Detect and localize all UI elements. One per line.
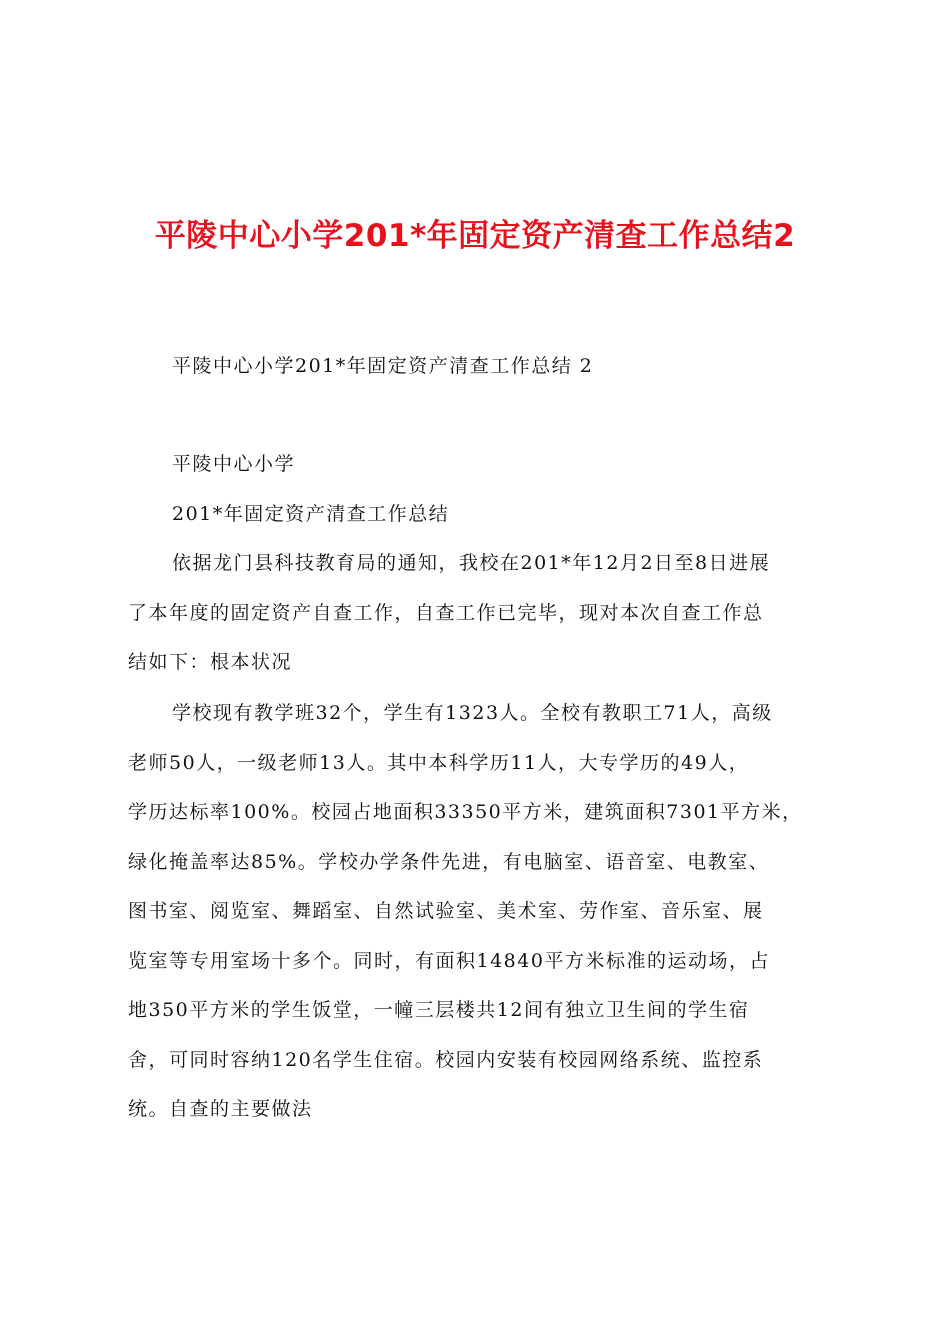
paragraph-line: 学校现有教学班32个，学生有1323人。全校有教职工71人，高级 <box>172 702 773 724</box>
page-title: 平陵中心小学201*年固定资产清查工作总结2 <box>154 218 796 254</box>
subtitle-line: 平陵中心小学201*年固定资产清查工作总结 2 <box>172 355 594 377</box>
status-paragraph <box>128 689 830 1135</box>
intro-paragraph <box>128 539 830 688</box>
paragraph-line: 统。自查的主要做法 <box>128 1098 313 1120</box>
section-heading-line: 201*年固定资产清查工作总结 <box>172 503 450 525</box>
school-name-line: 平陵中心小学 <box>172 453 296 475</box>
paragraph-line: 结如下：根本状况 <box>128 651 293 673</box>
school-name <box>128 440 874 490</box>
paragraph-line: 依据龙门县科技教育局的通知，我校在201*年12月2日至8日进展 <box>172 552 771 574</box>
section-heading <box>128 490 874 540</box>
paragraph-line: 地350平方米的学生饭堂，一幢三层楼共12间有独立卫生间的学生宿 <box>128 999 750 1021</box>
paragraph-line: 老师50人，一级老师13人。其中本科学历11人，大专学历的49人， <box>128 751 750 774</box>
paragraph-line: 图书室、阅览室、舞蹈室、自然试验室、美术室、劳作室、音乐室、展 <box>128 900 764 922</box>
paragraph-line: 学历达标率100%。校园占地面积33350平方米，建筑面积7301平方米， <box>128 801 803 823</box>
paragraph-line: 了本年度的固定资产自查工作，自查工作已完毕，现对本次自查工作总 <box>128 601 764 624</box>
paragraph-line: 舍，可同时容纳120名学生住宿。校园内安装有校园网络系统、监控系 <box>128 1048 764 1071</box>
document-subtitle <box>128 342 874 392</box>
paragraph-line: 绿化掩盖率达85%。学校办学条件先进，有电脑室、语音室、电教室、 <box>128 850 770 873</box>
paragraph-line: 览室等专用室场十多个。同时，有面积14840平方米标准的运动场，占 <box>128 949 770 972</box>
